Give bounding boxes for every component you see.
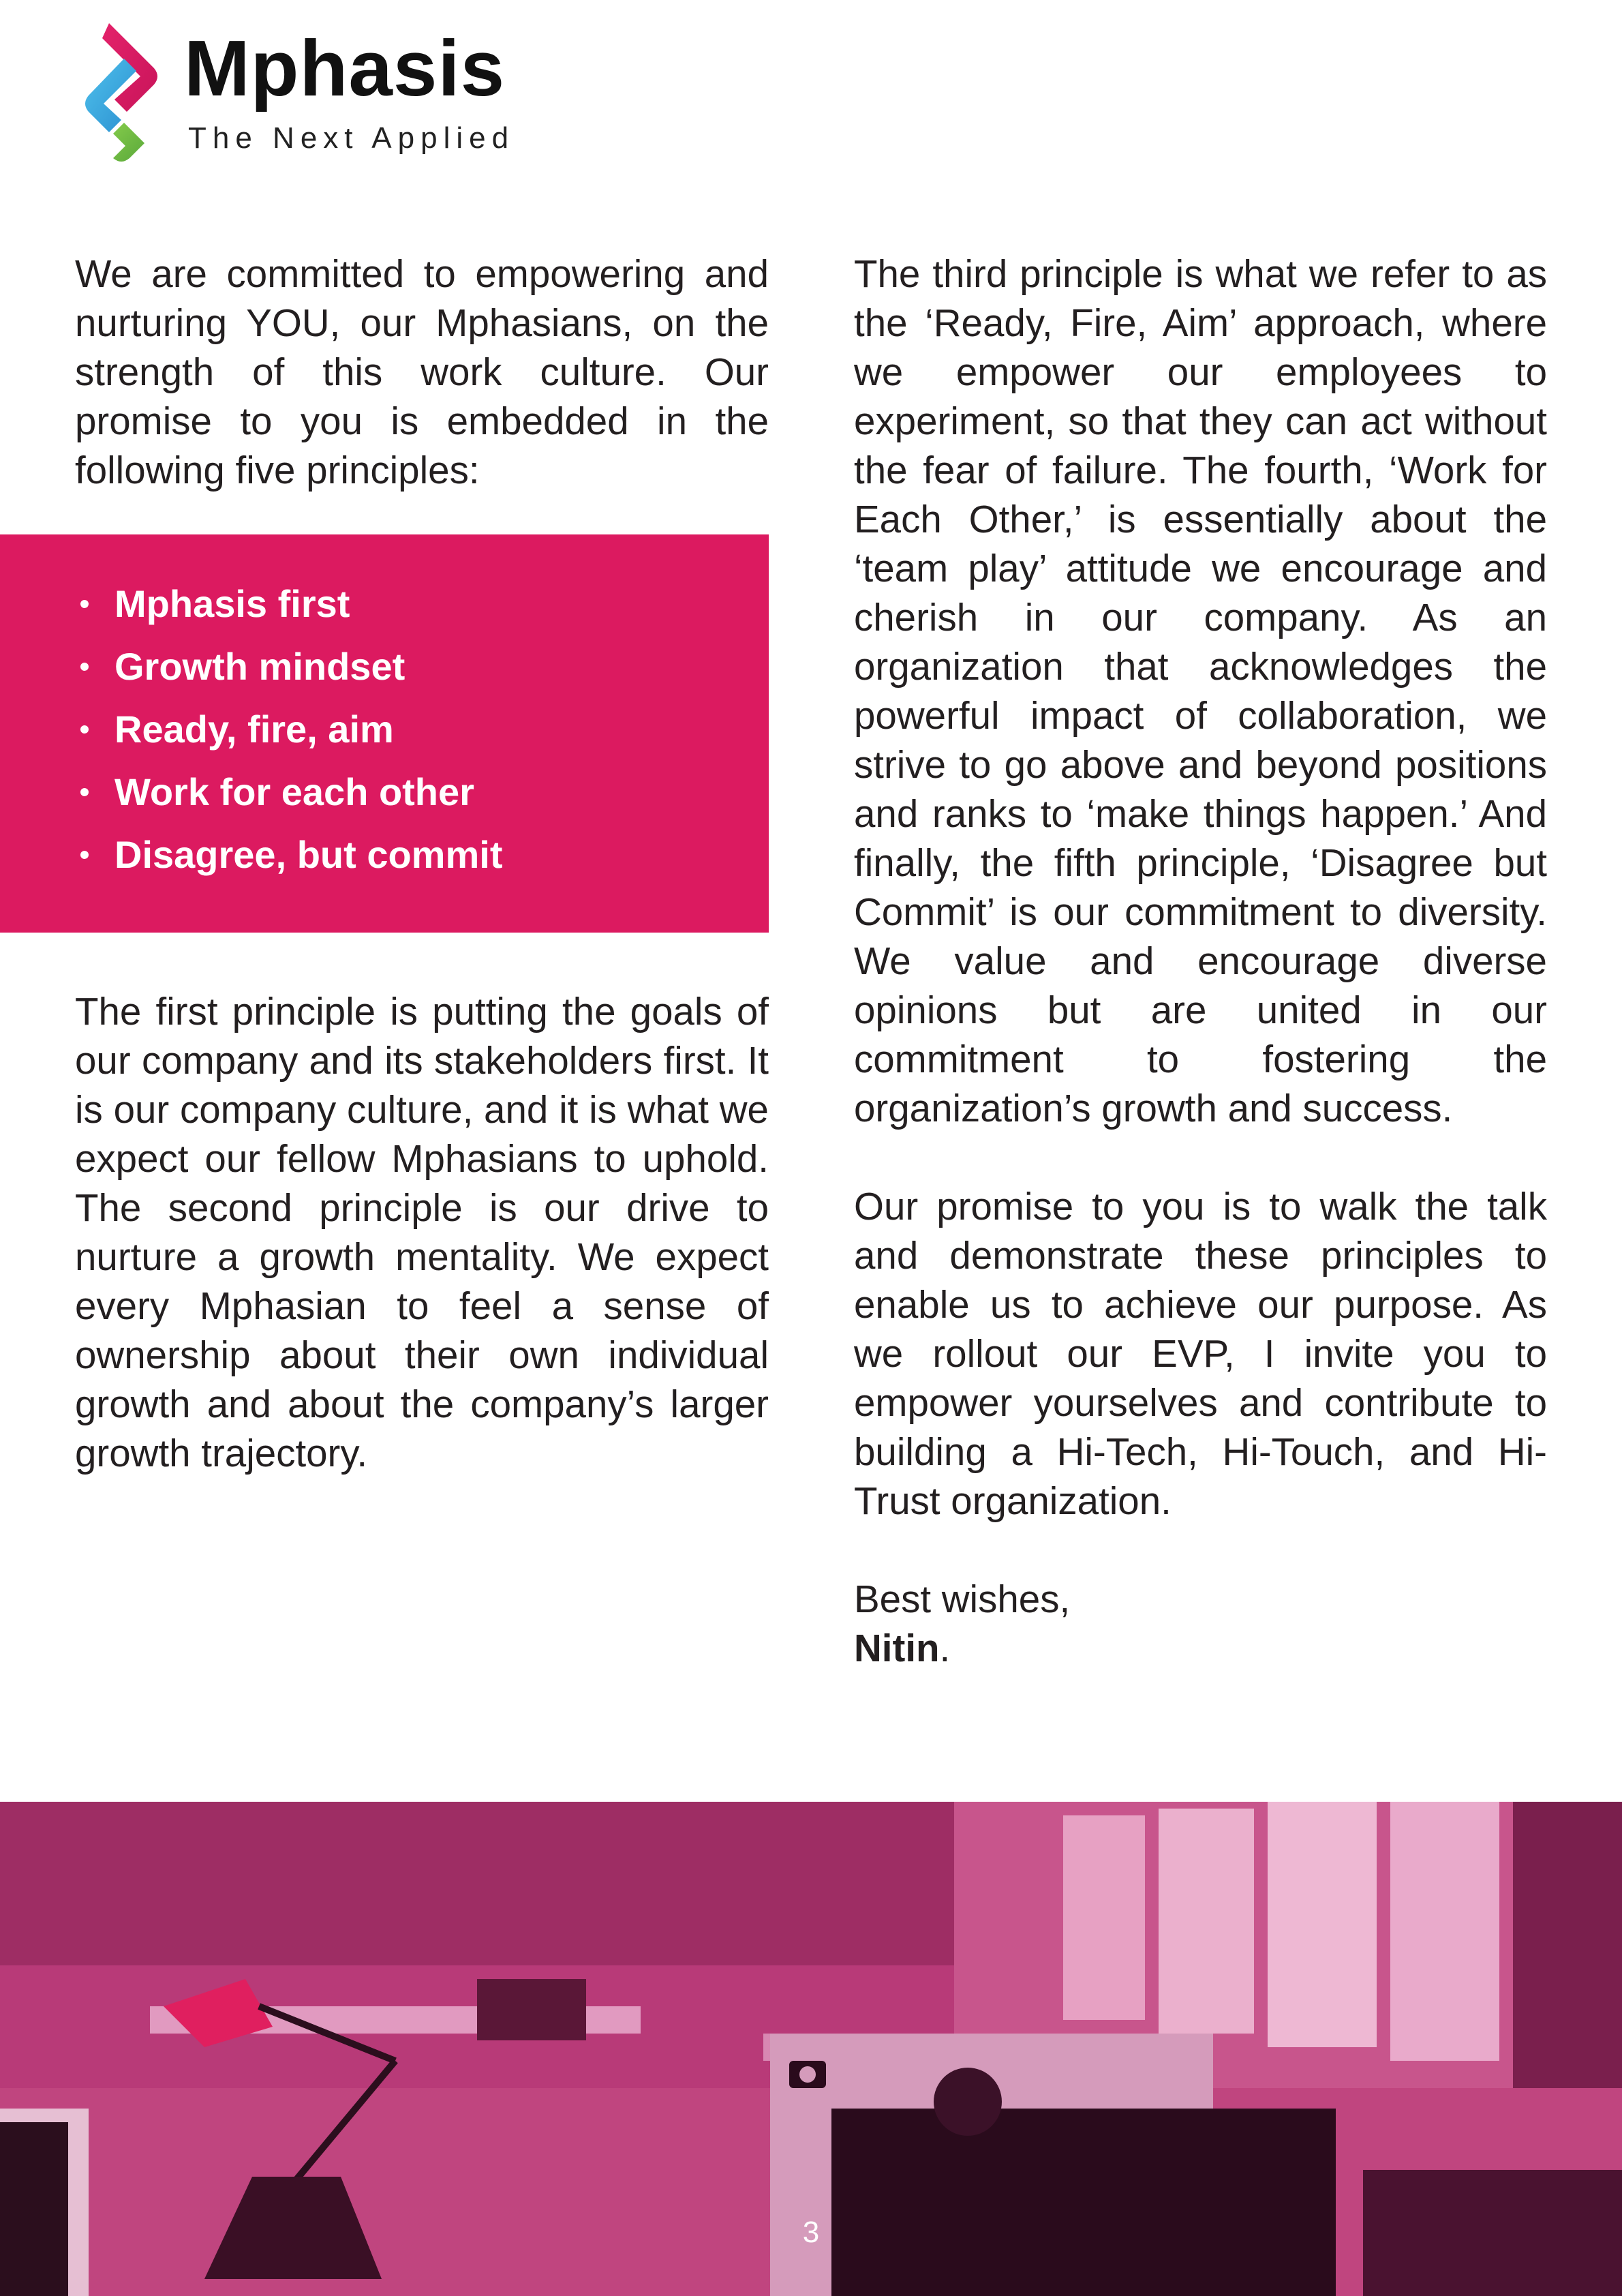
closing-line: Best wishes, [854, 1577, 1071, 1620]
principles-list [75, 573, 502, 886]
principle-item: Mphasis first [75, 573, 502, 635]
bullet-icon [80, 788, 89, 796]
right-column [854, 250, 1547, 1673]
left-column-body [75, 987, 769, 1478]
signature: Nitin. [854, 1627, 951, 1670]
brand-name: Mphasis [184, 24, 506, 112]
bullet-icon [80, 663, 89, 671]
principle-item: Disagree, but commit [75, 824, 502, 886]
left-column-intro [75, 250, 769, 495]
principle-item: Ready, fire, aim [75, 698, 502, 761]
mphasis-logo [74, 19, 523, 169]
bullet-icon [80, 851, 89, 859]
principles-box [0, 534, 769, 933]
brand-tagline: The Next Applied [188, 121, 515, 155]
intro-paragraph: We are committed to empowering and nurturing YOU, our Mphasians, on the strength of this work culture. Our promise to you is embedded in the following five principles: [75, 252, 769, 492]
third-fourth-fifth-principle-paragraph: The third principle is what we refer to as the ‘Ready, Fire, Aim’ approach, where we empower our employees to experiment, so that they can act without the fear of failure. The fourth, ‘Work for Each Other,’ is essentially about the ‘team play’ attitude we encourage and cherish in our company. As an organization that acknowledges the powerful impact of collaboration, we strive to go above and beyond positions and ranks to ‘make things happen.’ And finally, the fifth principle, ‘Disagree but Commit’ is our commitment to diversity. We value and encourage diverse opinions but are united in our commitment to fostering the organization’s growth and success. [854, 252, 1547, 1130]
signature-name: Nitin [854, 1627, 940, 1670]
bullet-icon [80, 600, 89, 608]
first-second-principle-paragraph: The first principle is putting the goals of our company and its stakeholders first. It is our company culture, and it is what we expect our fellow Mphasians to uphold. The second principle is our drive to nurture a growth mentality. We expect every Mphasian to feel a sense of ownership about their own individual growth and about the company’s larger growth trajectory. [75, 990, 769, 1475]
promise-paragraph: Our promise to you is to walk the talk and demonstrate these principles to enable us to achieve our purpose. As we rollout our EVP, I invite you to empower yourselves and contribute to building a Hi-Tech, Hi-Touch, and Hi-Trust organization. [854, 1185, 1547, 1522]
principle-item: Work for each other [75, 761, 502, 824]
principle-item: Growth mindset [75, 635, 502, 698]
mphasis-logo-mark-icon [74, 19, 169, 165]
page-number: 3 [802, 2216, 820, 2249]
bullet-icon [80, 725, 89, 734]
office-photo [0, 1802, 1622, 2296]
